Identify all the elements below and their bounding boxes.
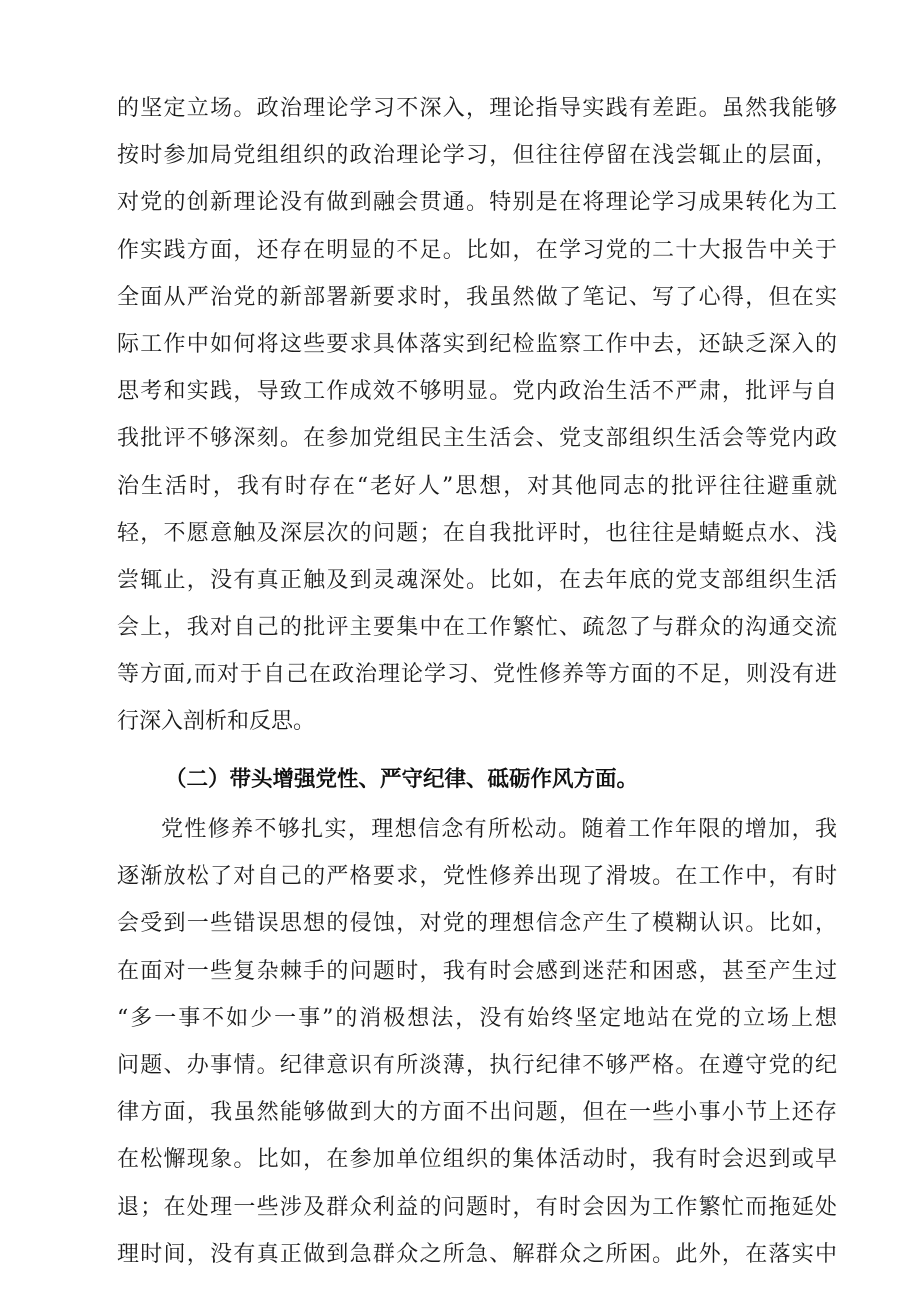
paragraph-line: 全面从严治党的新部署新要求时，我虽然做了笔记、写了心得，但在实 (117, 284, 837, 310)
paragraph-line: 等方面,而对于自己在政治理论学习、党性修养等方面的不足，则没有进 (117, 662, 837, 688)
paragraph-line: 律方面，我虽然能够做到大的方面不出问题，但在一些小事小节上还存 (117, 1100, 837, 1126)
paragraph-line: 按时参加局党组组织的政治理论学习，但往往停留在浅尝辄止的层面， (117, 143, 837, 169)
paragraph-line: 际工作中如何将这些要求具体落实到纪检监察工作中去，还缺乏深入的 (117, 331, 837, 357)
paragraph-line: 党性修养不够扎实，理想信念有所松动。随着工作年限的增加，我 (161, 817, 837, 842)
paragraph-line: 会上，我对自己的批评主要集中在工作繁忙、疏忽了与群众的沟通交流 (117, 615, 837, 641)
paragraph-line: 理时间，没有真正做到急群众之所急、解群众之所困。此外，在落实中 (117, 1241, 837, 1267)
paragraph-line: 作实践方面，还存在明显的不足。比如，在学习党的二十大报告中关于 (117, 237, 837, 263)
paragraph-line: 的坚定立场。政治理论学习不深入，理论指导实践有差距。虽然我能够 (117, 96, 837, 121)
paragraph-political-study (117, 85, 837, 746)
paragraph-line: “多一事不如少一事”的消极想法，没有始终坚定地站在党的立场上想 (117, 1005, 837, 1031)
paragraph-line: 在松懈现象。比如，在参加单位组织的集体活动时，我有时会迟到或早 (117, 1147, 837, 1173)
paragraph-line: 问题、办事情。纪律意识有所淡薄，执行纪律不够严格。在遵守党的纪 (117, 1052, 837, 1078)
paragraph-line: 行深入剖析和反思。 (117, 709, 316, 735)
paragraph-party-spirit (117, 806, 837, 1278)
paragraph-line: 轻，不愿意触及深层次的问题；在自我批评时，也往往是蜻蜓点水、浅 (117, 520, 837, 546)
paragraph-line: 逐渐放松了对自己的严格要求，党性修养出现了滑坡。在工作中，有时 (117, 864, 837, 890)
paragraph-line: 对党的创新理论没有做到融会贯通。特别是在将理论学习成果转化为工 (117, 190, 837, 216)
section-heading: （二）带头增强党性、严守纪律、砥砺作风方面。 (165, 767, 639, 792)
paragraph-line: 尝辄止，没有真正触及到灵魂深处。比如，在去年底的党支部组织生活 (117, 567, 837, 593)
paragraph-line: 治生活时，我有时存在“老好人”思想，对其他同志的批评往往避重就 (117, 473, 837, 499)
paragraph-line: 思考和实践，导致工作成效不够明显。党内政治生活不严肃，批评与自 (117, 379, 837, 405)
paragraph-line: 会受到一些错误思想的侵蚀，对党的理想信念产生了模糊认识。比如， (117, 911, 837, 937)
paragraph-line: 我批评不够深刻。在参加党组民主生活会、党支部组织生活会等党内政 (117, 426, 837, 452)
paragraph-line: 在面对一些复杂棘手的问题时，我有时会感到迷茫和困惑，甚至产生过 (117, 958, 837, 984)
paragraph-line: 退；在处理一些涉及群众利益的问题时，有时会因为工作繁忙而拖延处 (117, 1194, 837, 1220)
